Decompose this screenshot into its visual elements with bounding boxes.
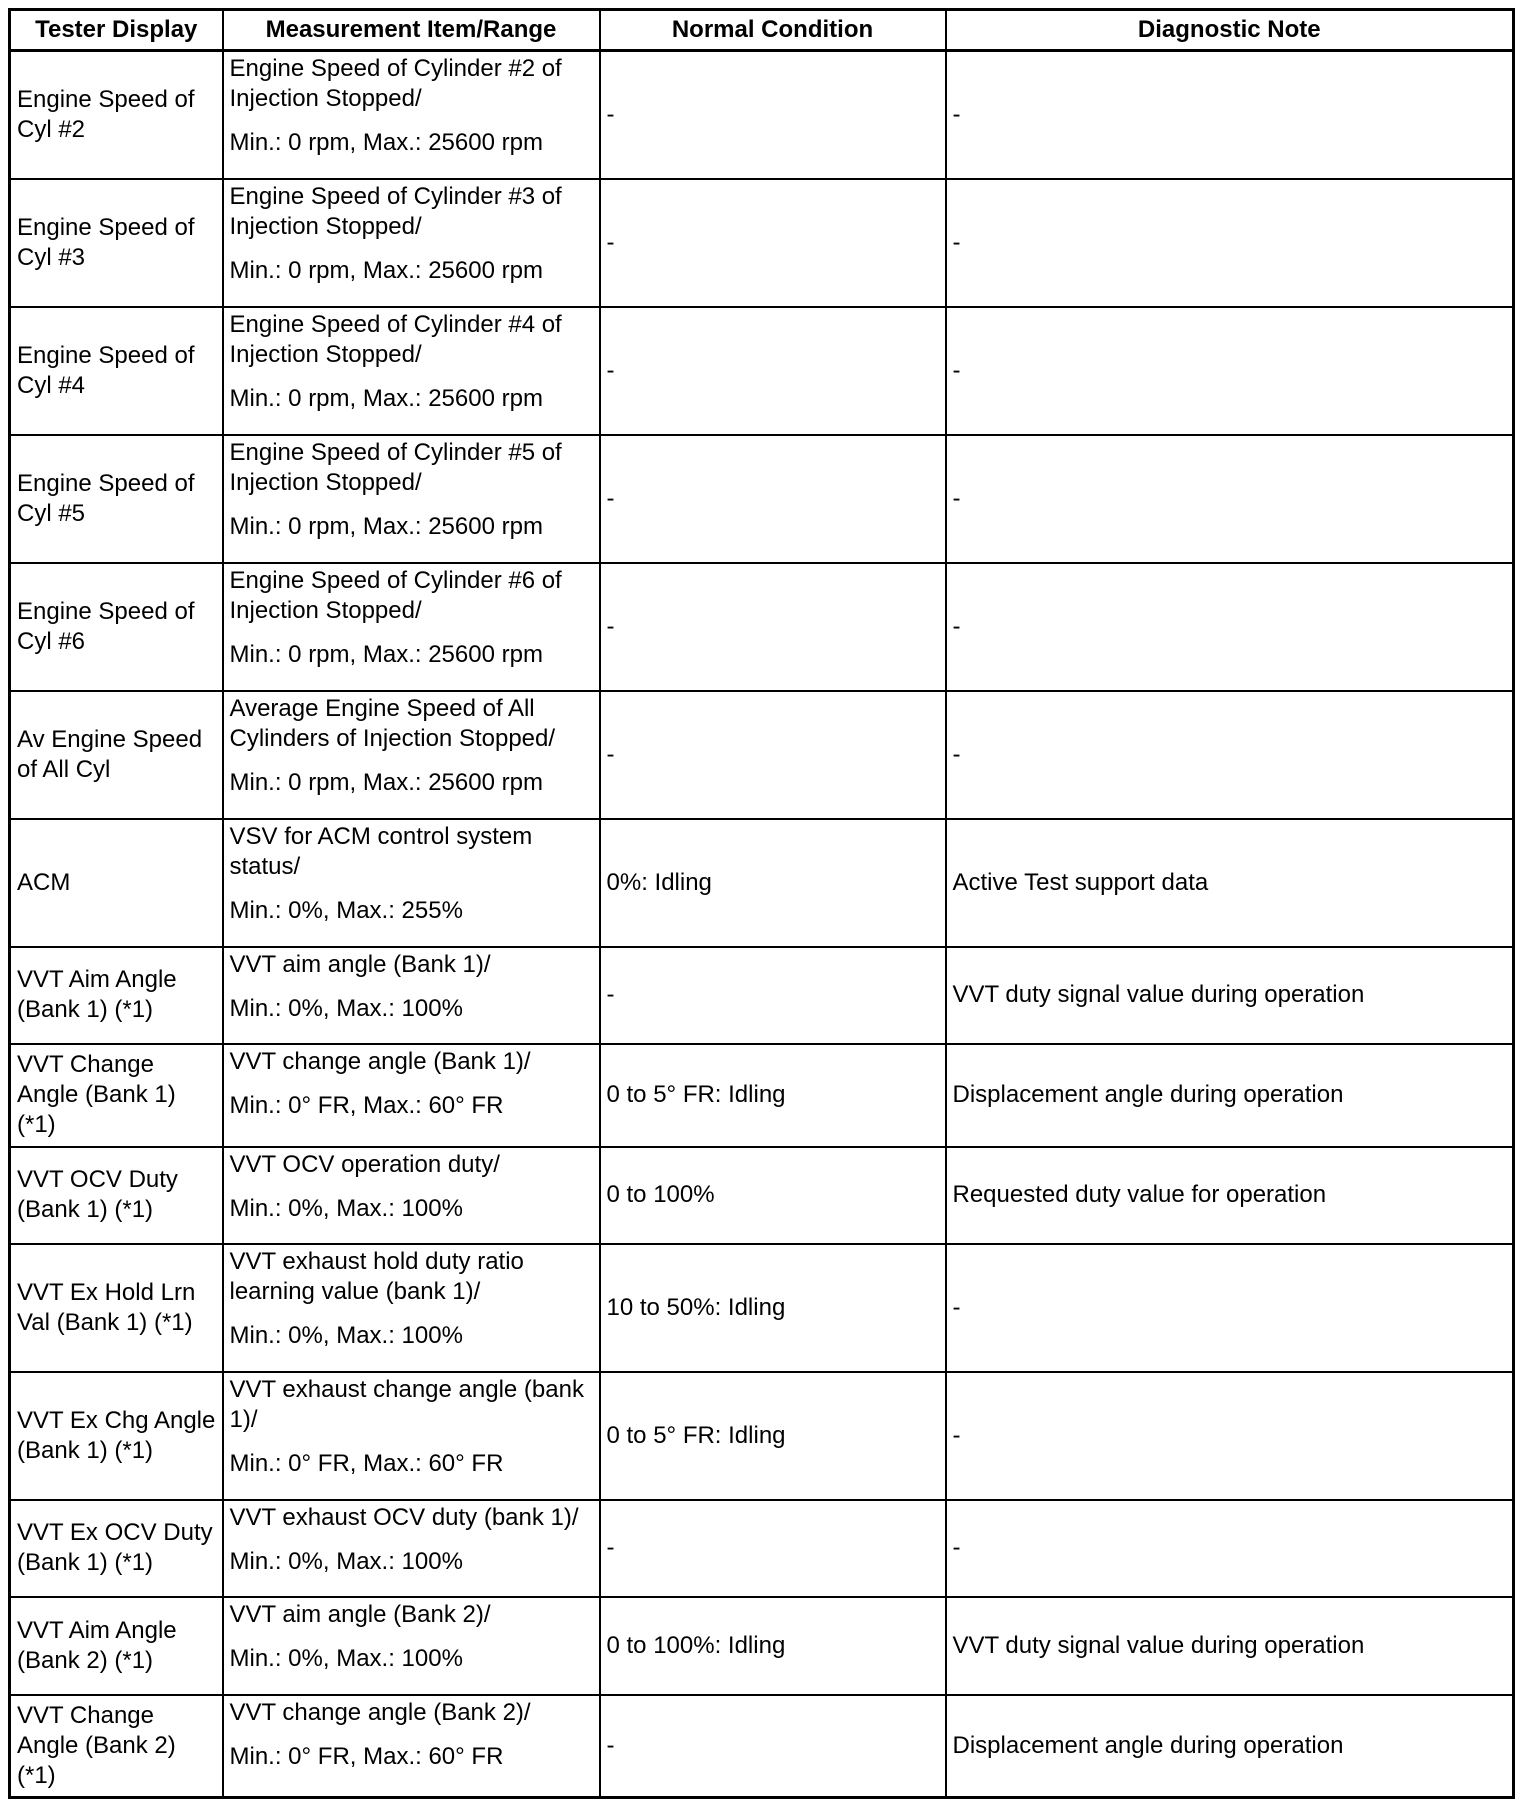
diagnostic-note-cell: Displacement angle during operation (946, 1044, 1514, 1147)
measurement-range: Min.: 0%, Max.: 100% (229, 1321, 463, 1349)
diagnostic-note-cell: - (946, 1372, 1514, 1500)
diagnostic-note-cell: - (946, 1244, 1514, 1372)
diagnostic-note-cell: VVT duty signal value during operation (946, 1597, 1514, 1695)
tester-display-cell: Engine Speed of Cyl #4 (10, 307, 223, 435)
tester-display-cell: VVT Change Angle (Bank 1) (*1) (10, 1044, 223, 1147)
tester-display-cell: VVT Ex OCV Duty (Bank 1) (*1) (10, 1500, 223, 1597)
measurement-item-cell (223, 563, 600, 691)
table-row (10, 307, 1514, 435)
diagnostic-note-cell: - (946, 51, 1514, 179)
tester-display-cell: Engine Speed of Cyl #6 (10, 563, 223, 691)
tester-display-cell: Av Engine Speed of All Cyl (10, 691, 223, 819)
normal-condition-cell: 0 to 100% (600, 1147, 946, 1244)
measurement-range: Min.: 0° FR, Max.: 60° FR (229, 1742, 504, 1770)
header-normal-condition: Normal Condition (600, 10, 946, 51)
measurement-item-cell (223, 179, 600, 307)
measurement-description: VVT OCV operation duty/ (229, 1150, 500, 1178)
tester-display-cell: VVT Ex Chg Angle (Bank 1) (*1) (10, 1372, 223, 1500)
measurement-description: Engine Speed of Cylinder #5 of Injection Stopped/ (229, 438, 562, 496)
measurement-item-cell (223, 819, 600, 947)
measurement-range: Min.: 0° FR, Max.: 60° FR (229, 1449, 504, 1477)
diagnostic-note-cell: Active Test support data (946, 819, 1514, 947)
header-diagnostic-note: Diagnostic Note (946, 10, 1514, 51)
measurement-range: Min.: 0° FR, Max.: 60° FR (229, 1091, 504, 1119)
measurement-description: VVT aim angle (Bank 1)/ (229, 950, 491, 978)
tester-display-cell: Engine Speed of Cyl #3 (10, 179, 223, 307)
measurement-range: Min.: 0%, Max.: 100% (229, 1194, 463, 1222)
normal-condition-cell: 10 to 50%: Idling (600, 1244, 946, 1372)
measurement-range: Min.: 0%, Max.: 100% (229, 1644, 463, 1672)
table-row (10, 1044, 1514, 1147)
table-row (10, 1147, 1514, 1244)
measurement-range: Min.: 0%, Max.: 100% (229, 994, 463, 1022)
tester-display-cell: Engine Speed of Cyl #5 (10, 435, 223, 563)
diagnostic-note-cell: Requested duty value for operation (946, 1147, 1514, 1244)
diagnostic-note-cell: - (946, 435, 1514, 563)
measurement-item-cell (223, 1500, 600, 1597)
tester-display-cell: VVT Aim Angle (Bank 1) (*1) (10, 947, 223, 1044)
tester-display-cell: VVT OCV Duty (Bank 1) (*1) (10, 1147, 223, 1244)
diagnostic-note-cell: VVT duty signal value during operation (946, 947, 1514, 1044)
table-row (10, 1597, 1514, 1695)
measurement-range: Min.: 0 rpm, Max.: 25600 rpm (229, 256, 543, 284)
measurement-range: Min.: 0 rpm, Max.: 25600 rpm (229, 640, 543, 668)
data-list-table (8, 8, 1515, 1799)
diagnostic-note-cell: Displacement angle during operation (946, 1695, 1514, 1798)
normal-condition-cell: - (600, 563, 946, 691)
measurement-item-cell (223, 51, 600, 179)
normal-condition-cell: - (600, 947, 946, 1044)
normal-condition-cell: 0 to 5° FR: Idling (600, 1372, 946, 1500)
table-row (10, 1244, 1514, 1372)
header-row (10, 10, 1514, 51)
data-list-table-container (8, 8, 1512, 1799)
normal-condition-cell: - (600, 435, 946, 563)
measurement-description: VVT exhaust change angle (bank 1)/ (229, 1375, 584, 1433)
table-row (10, 1500, 1514, 1597)
tester-display-cell: VVT Aim Angle (Bank 2) (*1) (10, 1597, 223, 1695)
header-tester-display: Tester Display (10, 10, 223, 51)
normal-condition-cell: - (600, 1695, 946, 1798)
table-row (10, 1372, 1514, 1500)
diagnostic-note-cell: - (946, 563, 1514, 691)
measurement-description: VVT exhaust OCV duty (bank 1)/ (229, 1503, 579, 1531)
normal-condition-cell: - (600, 1500, 946, 1597)
measurement-range: Min.: 0 rpm, Max.: 25600 rpm (229, 384, 543, 412)
table-row (10, 179, 1514, 307)
normal-condition-cell: - (600, 307, 946, 435)
measurement-item-cell (223, 1372, 600, 1500)
table-row (10, 819, 1514, 947)
normal-condition-cell: - (600, 179, 946, 307)
measurement-item-cell (223, 947, 600, 1044)
measurement-range: Min.: 0%, Max.: 255% (229, 896, 463, 924)
header-measurement-item: Measurement Item/Range (223, 10, 600, 51)
measurement-description: Average Engine Speed of All Cylinders of Injection Stopped/ (229, 694, 556, 752)
table-row (10, 435, 1514, 563)
measurement-description: VVT change angle (Bank 1)/ (229, 1047, 531, 1075)
measurement-description: Engine Speed of Cylinder #3 of Injection Stopped/ (229, 182, 562, 240)
table-row (10, 563, 1514, 691)
normal-condition-cell: 0 to 5° FR: Idling (600, 1044, 946, 1147)
measurement-item-cell (223, 691, 600, 819)
tester-display-cell: VVT Change Angle (Bank 2) (*1) (10, 1695, 223, 1798)
measurement-description: Engine Speed of Cylinder #2 of Injection Stopped/ (229, 55, 562, 112)
measurement-item-cell (223, 1044, 600, 1147)
diagnostic-note-cell: - (946, 691, 1514, 819)
table-row (10, 947, 1514, 1044)
measurement-item-cell (223, 307, 600, 435)
normal-condition-cell: 0 to 100%: Idling (600, 1597, 946, 1695)
measurement-item-cell (223, 1695, 600, 1798)
measurement-description: Engine Speed of Cylinder #4 of Injection Stopped/ (229, 310, 562, 368)
tester-display-cell: Engine Speed of Cyl #2 (10, 51, 223, 179)
measurement-range: Min.: 0%, Max.: 100% (229, 1547, 463, 1575)
diagnostic-note-cell: - (946, 179, 1514, 307)
measurement-range: Min.: 0 rpm, Max.: 25600 rpm (229, 512, 543, 540)
normal-condition-cell: - (600, 51, 946, 179)
table-row (10, 51, 1514, 179)
measurement-description: VSV for ACM control system status/ (229, 822, 533, 880)
tester-display-cell: VVT Ex Hold Lrn Val (Bank 1) (*1) (10, 1244, 223, 1372)
measurement-description: VVT change angle (Bank 2)/ (229, 1698, 531, 1726)
normal-condition-cell: - (600, 691, 946, 819)
measurement-description: VVT exhaust hold duty ratio learning value (bank 1)/ (229, 1247, 524, 1305)
measurement-description: VVT aim angle (Bank 2)/ (229, 1600, 491, 1628)
measurement-item-cell (223, 1147, 600, 1244)
measurement-range: Min.: 0 rpm, Max.: 25600 rpm (229, 768, 543, 796)
normal-condition-cell: 0%: Idling (600, 819, 946, 947)
table-row (10, 691, 1514, 819)
measurement-item-cell (223, 1597, 600, 1695)
measurement-description: Engine Speed of Cylinder #6 of Injection Stopped/ (229, 566, 562, 624)
diagnostic-note-cell: - (946, 307, 1514, 435)
measurement-range: Min.: 0 rpm, Max.: 25600 rpm (229, 129, 543, 156)
table-row (10, 1695, 1514, 1798)
measurement-item-cell (223, 1244, 600, 1372)
measurement-item-cell (223, 435, 600, 563)
diagnostic-note-cell: - (946, 1500, 1514, 1597)
tester-display-cell: ACM (10, 819, 223, 947)
